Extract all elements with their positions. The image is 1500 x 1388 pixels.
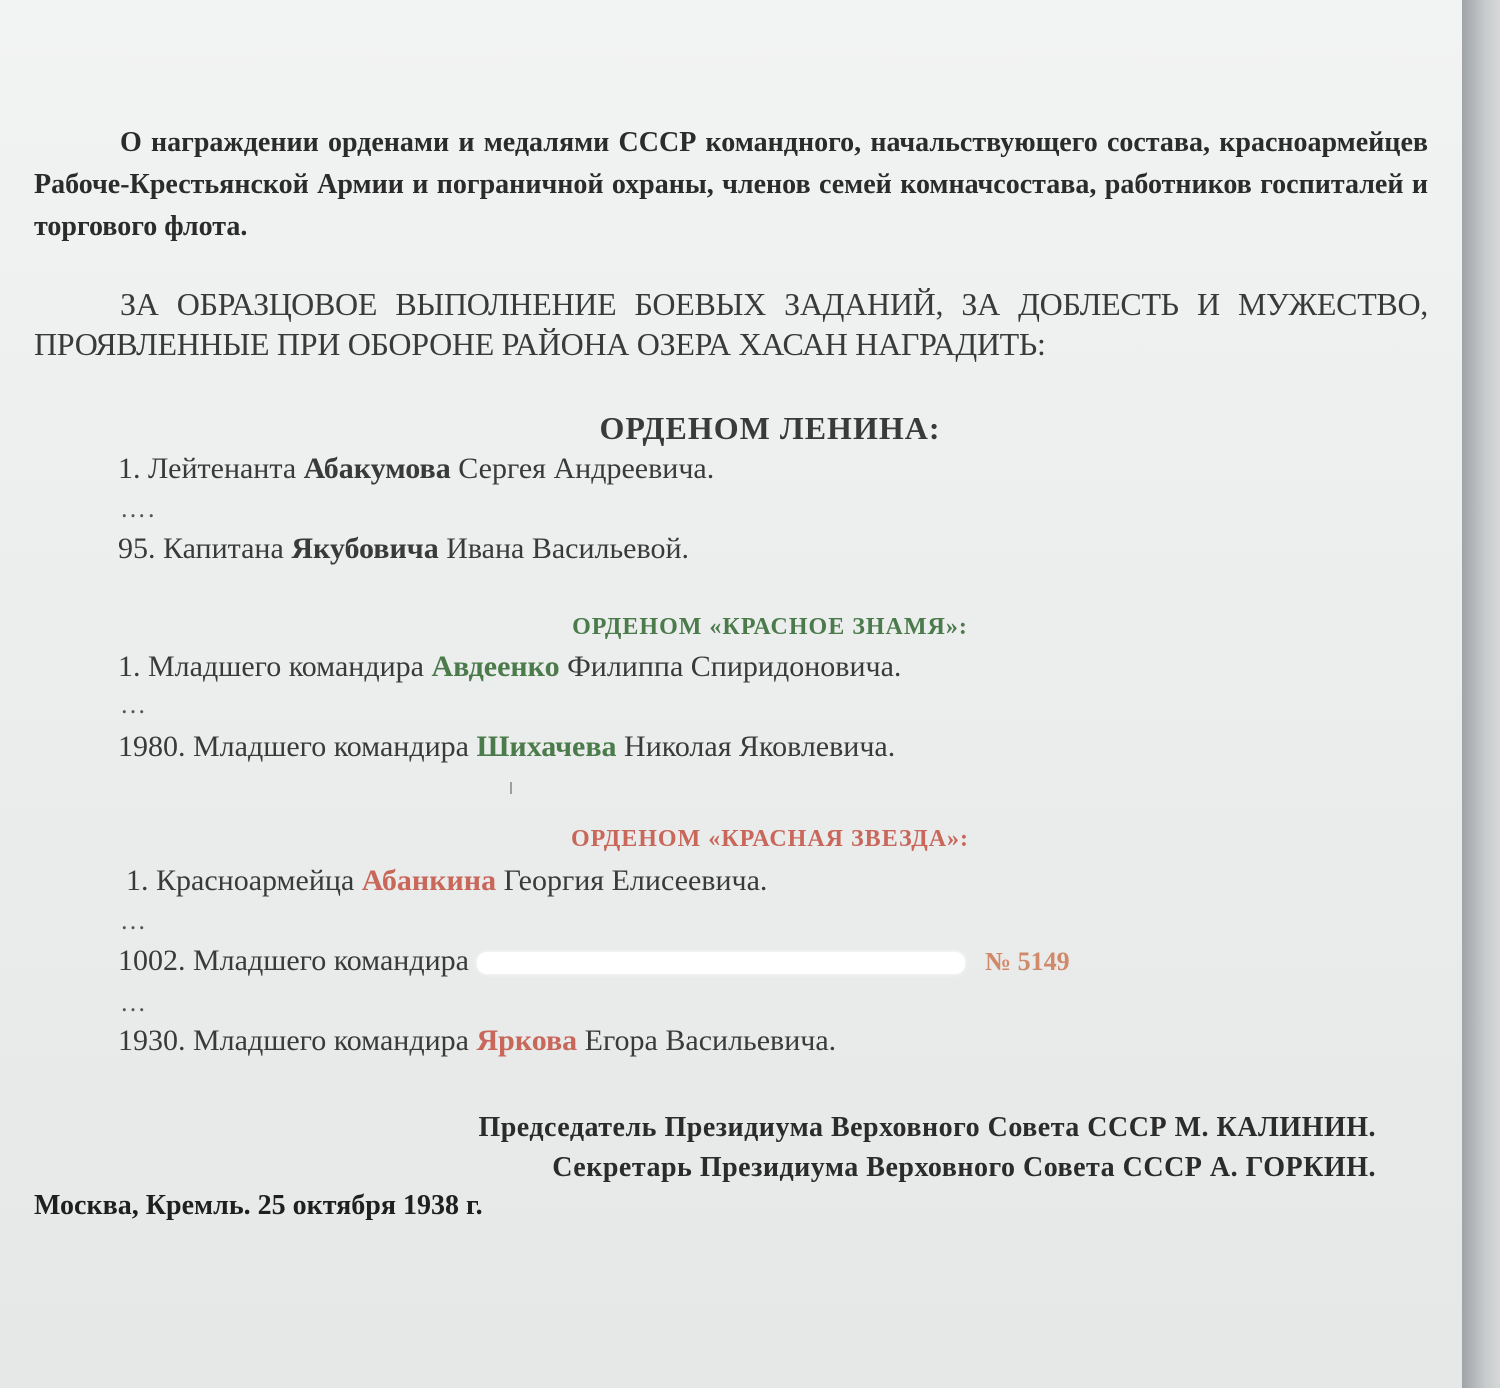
signature-chairman: Председатель Президиума Верховного Совета СССР М. КАЛИНИН. xyxy=(478,1112,1376,1143)
awardee-surname: Якубовича xyxy=(291,532,439,565)
award-entry: 1. Младшего командира Авдеенко Филиппа Спиридоновича. xyxy=(118,650,902,683)
decree-text: ЗА ОБРАЗЦОВОЕ ВЫПОЛНЕНИЕ БОЕВЫХ ЗАДАНИЙ, ЗА ДОБЛЕСТЬ И МУЖЕСТВО, ПРОЯВЛЕННЫЕ ПРИ ОБОРОНЕ РАЙОНА ОЗЕРА ХАСАН НАГРАДИТЬ: xyxy=(34,286,1428,362)
award-entry-redacted: 1002. Младшего командира № 5149 xyxy=(118,944,1070,977)
place-and-date: Москва, Кремль. 25 октября 1938 г. xyxy=(34,1190,483,1221)
section-heading-red-star: ОРДЕНОМ «КРАСНАЯ ЗВЕЗДА»: xyxy=(570,826,970,852)
page-edge-background xyxy=(1462,0,1500,1388)
awardee-surname: Шихачева xyxy=(476,730,617,763)
award-number: № 5149 xyxy=(984,947,1070,976)
ellipsis: … xyxy=(120,988,148,1017)
ellipsis: … xyxy=(120,906,148,935)
awardee-surname: Яркова xyxy=(476,1024,578,1057)
document-title: О награждении орденами и медалями СССР командного, начальствующего состава, красноармейцев Рабоче-Крестьянской Армии и пограничной охраны, членов семей комначсостава, работников госпиталей и торгового флота. xyxy=(34,127,1428,242)
award-entry: 95. Капитана Якубовича Ивана Васильевой. xyxy=(118,532,690,565)
ellipsis: … xyxy=(120,690,148,719)
redaction-mark xyxy=(477,952,965,974)
section-heading-order-of-lenin: ОРДЕНОМ ЛЕНИНА: xyxy=(599,410,941,446)
paper-mark xyxy=(510,782,512,794)
award-entry: 1980. Младшего командира Шихачева Николая Яковлевича. xyxy=(118,730,896,763)
award-entry: 1930. Младшего командира Яркова Егора Васильевича. xyxy=(118,1024,837,1057)
award-entry: 1. Красноармейца Абанкина Георгия Елисеевича. xyxy=(126,864,768,897)
awardee-surname: Абанкина xyxy=(361,864,497,897)
signature-secretary: Секретарь Президиума Верховного Совета СССР А. ГОРКИН. xyxy=(552,1152,1376,1183)
award-entry: 1. Лейтенанта Абакумова Сергея Андреевича. xyxy=(118,452,715,485)
section-heading-red-banner: ОРДЕНОМ «КРАСНОЕ ЗНАМЯ»: xyxy=(572,614,968,640)
awardee-surname: Абакумова xyxy=(303,452,451,485)
awardee-surname: Авдеенко xyxy=(431,650,560,683)
ellipsis: …. xyxy=(120,494,157,523)
